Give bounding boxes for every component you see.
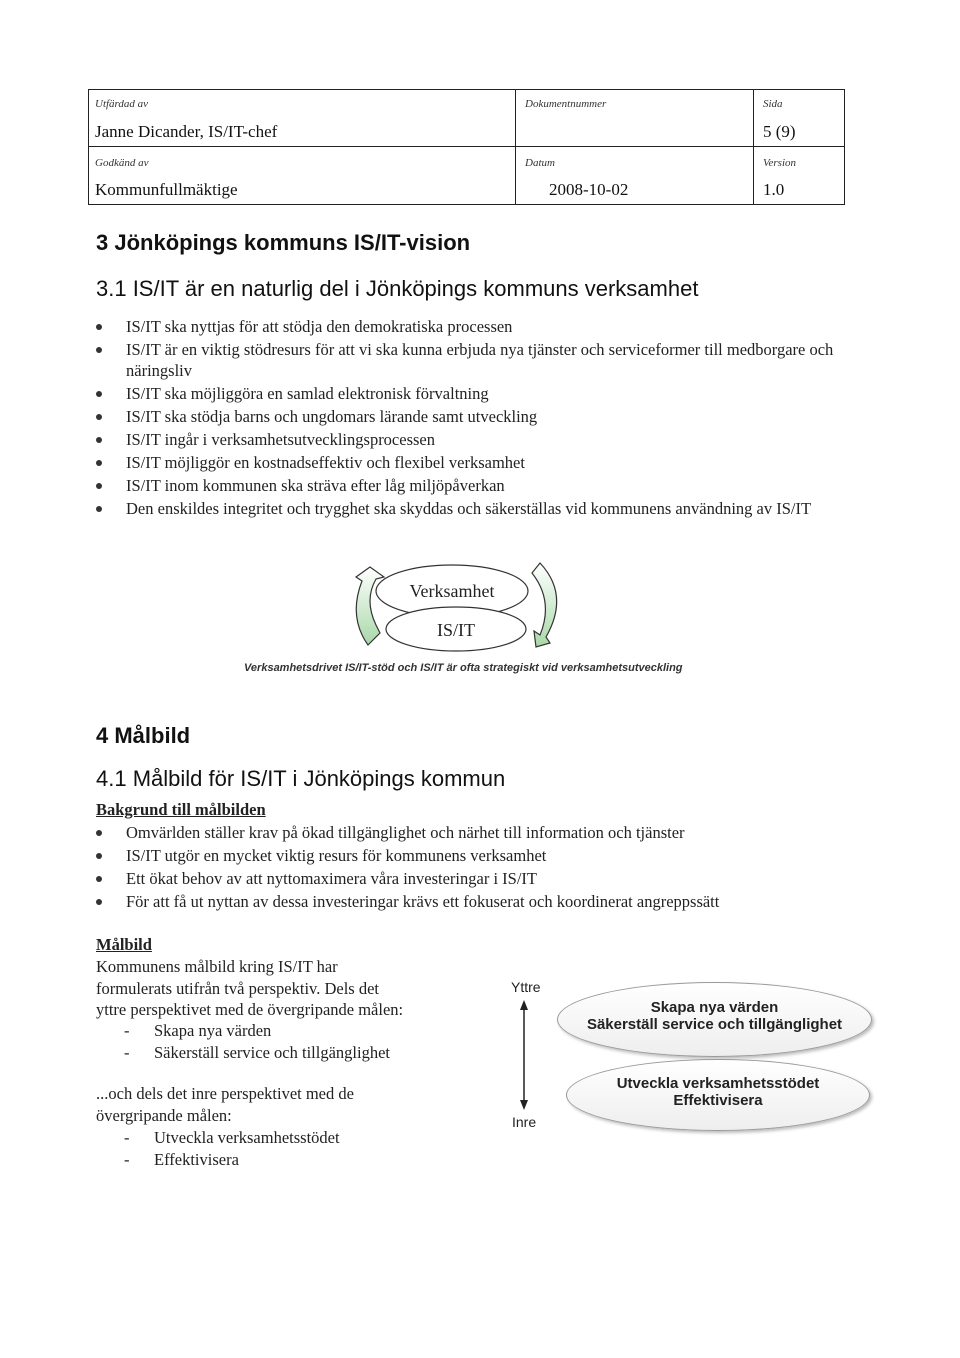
- list-item: IS/IT ska nyttjas för att stödja den demokratiska processen: [96, 316, 856, 337]
- bullet-icon: [96, 853, 102, 859]
- list-item: Omvärlden ställer krav på ökad tillgänglighet och närhet till information och tjänster: [96, 822, 856, 843]
- section-3-bullet-list: [96, 316, 856, 521]
- list-item: För att få ut nyttan av dessa investeringar krävs ett fokuserat och koordinerat angreppssätt: [96, 891, 856, 912]
- inner-goals-ellipse: Utveckla verksamhetsstödet Effektivisera: [566, 1059, 870, 1131]
- background-bullet-list: [96, 822, 856, 914]
- issued-by-value: Janne Dicander, IS/IT-chef: [95, 122, 278, 141]
- bullet-icon: [96, 324, 102, 330]
- bullet-icon: [96, 391, 102, 397]
- list-item: IS/IT inom kommunen ska sträva efter låg miljöpåverkan: [96, 475, 856, 496]
- bullet-icon: [96, 347, 102, 353]
- bullet-icon: [96, 899, 102, 905]
- bullet-icon: [96, 830, 102, 836]
- list-item: - Utveckla verksamhetsstödet: [124, 1128, 340, 1147]
- cycle-arrow-right-icon: [532, 563, 557, 647]
- list-item: - Säkerställ service och tillgänglighet: [124, 1042, 390, 1062]
- list-item: - Effektivisera: [124, 1149, 239, 1169]
- list-item: - Skapa nya värden: [124, 1021, 272, 1040]
- inner-goals-list: [124, 1127, 340, 1170]
- section-4-1-heading: 4.1 Målbild för IS/IT i Jönköpings kommun: [96, 766, 506, 791]
- inner-paragraph: ...och dels det inre perspektivet med de övergripande målen:: [96, 1084, 354, 1125]
- version-value: 1.0: [763, 180, 785, 199]
- background-heading: Bakgrund till målbilden: [96, 800, 266, 819]
- header-column-divider: [515, 90, 516, 204]
- axis-bottom-label: Inre: [512, 1114, 537, 1130]
- list-item: IS/IT utgör en mycket viktig resurs för kommunens verksamhet: [96, 845, 856, 866]
- business-itsupport-diagram: [340, 555, 580, 660]
- bullet-icon: [96, 483, 102, 489]
- section-4-heading: 4 Målbild: [96, 723, 191, 748]
- bullet-icon: [96, 506, 102, 512]
- bullet-icon: [96, 876, 102, 882]
- section-3-1-heading: 3.1 IS/IT är en naturlig del i Jönköpings kommuns verksamhet: [96, 276, 699, 301]
- cycle-arrow-left-icon: [356, 567, 384, 645]
- list-item: Den enskildes integritet och trygghet ska skyddas och säkerställas vid kommunens användning av IS/IT: [96, 498, 856, 519]
- issued-by-label: Utfärdad av: [95, 98, 149, 110]
- date-value: 2008-10-02: [549, 180, 629, 199]
- document-number-label: Dokumentnummer: [525, 98, 607, 110]
- bullet-icon: [96, 437, 102, 443]
- axis-top-label: Yttre: [511, 979, 541, 995]
- bullet-icon: [96, 414, 102, 420]
- isit-ellipse-label: IS/IT: [437, 620, 475, 640]
- outer-goals-ellipse: Skapa nya värden Säkerställ service och tillgänglighet: [557, 982, 872, 1057]
- perspective-axis-arrow: [514, 1000, 534, 1110]
- list-item: IS/IT möjliggör en kostnadseffektiv och flexibel verksamhet: [96, 452, 856, 473]
- goal-paragraph: Kommunens målbild kring IS/IT har formulerats utifrån två perspektiv. Dels det yttre perspektivet med de övergripande målen:: [96, 957, 404, 1019]
- page-value: 5 (9): [763, 122, 796, 141]
- arrow-down-icon: [520, 1100, 528, 1110]
- arrow-up-icon: [520, 1000, 528, 1010]
- header-column-divider: [753, 90, 754, 204]
- list-item: IS/IT ingår i verksamhetsutvecklingsprocessen: [96, 429, 856, 450]
- outer-goals-list: [124, 1020, 390, 1063]
- document-header-table: [88, 89, 845, 205]
- goal-heading: Målbild: [96, 935, 152, 954]
- business-ellipse-label: Verksamhet: [409, 581, 495, 601]
- approved-by-label: Godkänd av: [95, 157, 149, 169]
- approved-by-value: Kommunfullmäktige: [95, 180, 238, 199]
- list-item: Ett ökat behov av att nyttomaximera våra investeringar i IS/IT: [96, 868, 856, 889]
- date-label: Datum: [525, 157, 555, 169]
- section-3-heading: 3 Jönköpings kommuns IS/IT-vision: [96, 230, 471, 255]
- list-item: IS/IT ska möjliggöra en samlad elektronisk förvaltning: [96, 383, 856, 404]
- bullet-icon: [96, 460, 102, 466]
- version-label: Version: [763, 157, 796, 169]
- header-divider: [89, 146, 844, 147]
- diagram-caption: Verksamhetsdrivet IS/IT-stöd och IS/IT är ofta strategiskt vid verksamhetsutveckling: [244, 662, 683, 674]
- list-item: IS/IT ska stödja barns och ungdomars lärande samt utveckling: [96, 406, 856, 427]
- page-label: Sida: [763, 98, 783, 110]
- list-item: IS/IT är en viktig stödresurs för att vi ska kunna erbjuda nya tjänster och serviceformer till medborgare och näringsliv: [96, 339, 856, 381]
